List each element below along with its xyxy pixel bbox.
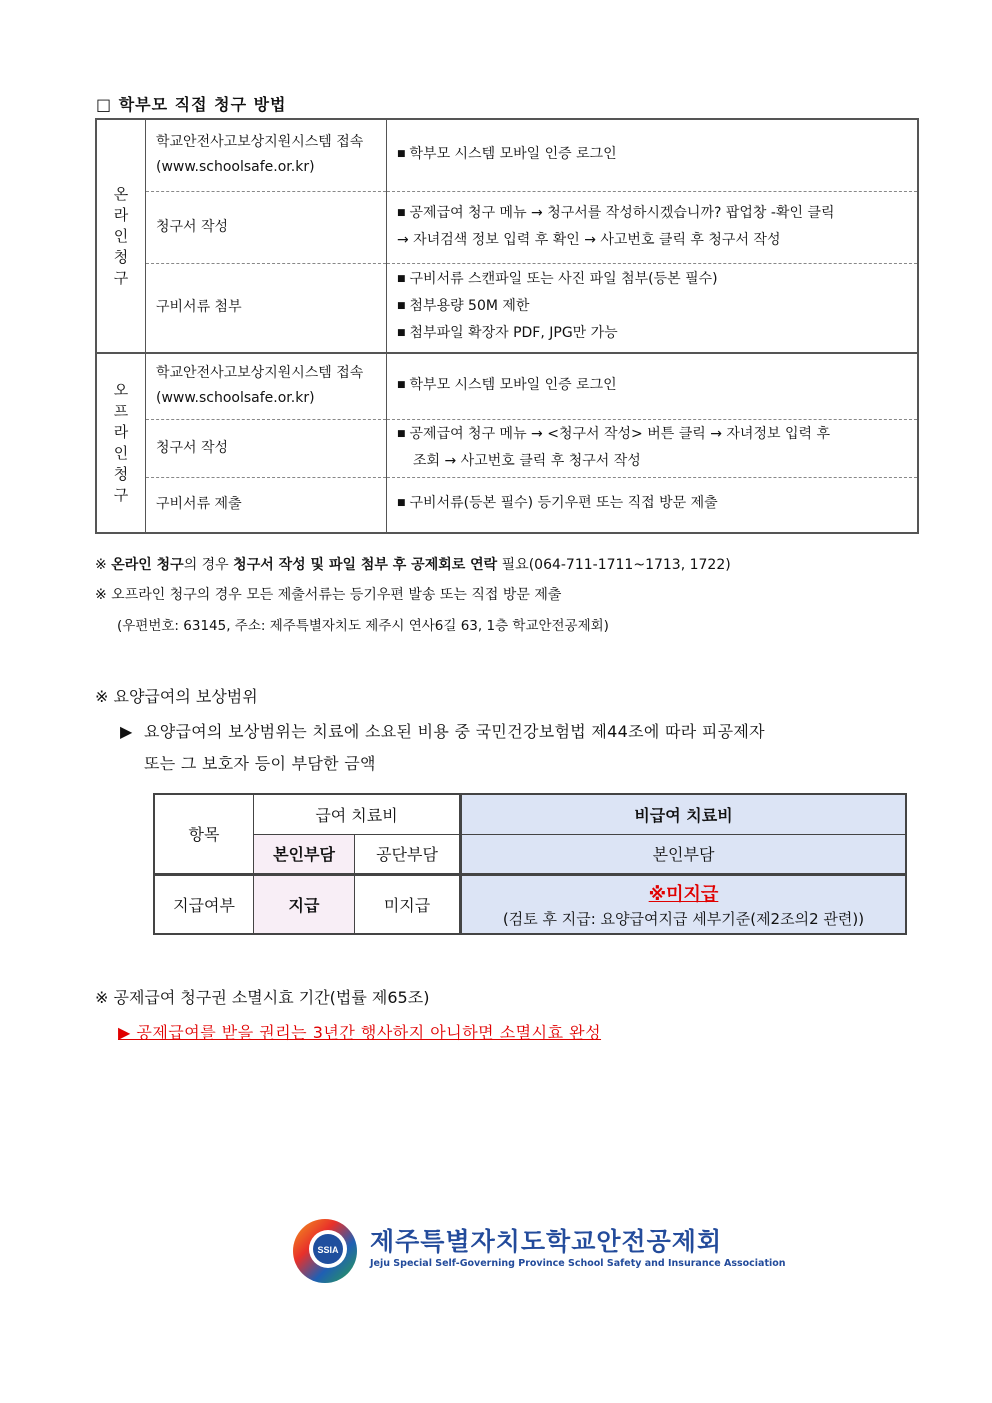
online-group-label: 온 라 인 청 구 bbox=[96, 119, 146, 353]
uncovered-status: ※미지급 bbox=[648, 883, 719, 905]
offline-group-label: 오 프 라 인 청 구 bbox=[96, 353, 146, 533]
uncovered-header: 비급여 치료비 bbox=[461, 794, 907, 834]
uncovered-self-header: 본인부담 bbox=[461, 834, 907, 874]
online-item-write: 청구서 작성 bbox=[146, 191, 387, 263]
section-title-direct-claim: □ 학부모 직접 청구 방법 bbox=[96, 95, 287, 114]
association-logo bbox=[290, 1216, 786, 1288]
online-item-access: 학교안전사고보상지원시스템 접속 (www.schoolsafe.or.kr) bbox=[146, 119, 387, 191]
online-desc-write: ■ 공제급여 청구 메뉴 → 청구서를 작성하시겠습니까? 팝업창 -확인 클릭 → 자녀검색 정보 입력 후 확인 → 사고번호 클릭 후 청구서 작성 bbox=[387, 191, 919, 263]
svg-text:SSIA: SSIA bbox=[317, 1245, 339, 1255]
association-name-ko: 제주특별자치도학교안전공제회 bbox=[370, 1227, 723, 1256]
table-row bbox=[96, 419, 918, 477]
online-desc-attach: ■ 구비서류 스캔파일 또는 사진 파일 첨부(등본 필수) ■ 첨부용량 50M 제한 ■ 첨부파일 확장자 PDF, JPG만 가능 bbox=[387, 263, 919, 353]
table-row bbox=[154, 874, 906, 934]
table-row bbox=[96, 119, 918, 191]
care-benefit-table bbox=[153, 793, 907, 935]
online-item-attach: 구비서류 첨부 bbox=[146, 263, 387, 353]
ssia-emblem-icon bbox=[290, 1216, 360, 1286]
table-row bbox=[154, 794, 906, 834]
prescription-statement: ▶ 공제급여를 받을 권리는 3년간 행사하지 아니하면 소멸시효 완성 bbox=[118, 1023, 602, 1042]
self-pay-header: 본인부담 bbox=[254, 834, 355, 874]
online-desc-access: ■ 학부모 시스템 모바일 인증 로그인 bbox=[387, 119, 919, 191]
uncovered-status-cell bbox=[461, 874, 907, 934]
note-offline-submit: ※ 오프라인 청구의 경우 모든 제출서류는 등기우편 발송 또는 직접 방문 제출 bbox=[95, 587, 562, 603]
covered-header: 급여 치료비 bbox=[254, 794, 461, 834]
uncovered-note: (검토 후 지급: 요양급여지급 세부기준(제2조의2 관련)) bbox=[502, 909, 865, 928]
claim-method-table bbox=[95, 118, 919, 534]
offline-item-write: 청구서 작성 bbox=[146, 419, 387, 477]
item-header: 항목 bbox=[154, 794, 254, 874]
triangle-bullet-icon: ▶ bbox=[120, 722, 133, 741]
offline-item-submit: 구비서류 제출 bbox=[146, 477, 387, 533]
section-title-care-benefit: ※ 요양급여의 보상범위 bbox=[95, 687, 258, 706]
offline-desc-access: ■ 학부모 시스템 모바일 인증 로그인 bbox=[387, 353, 919, 419]
association-name-en: Jeju Special Self-Governing Province School Safety and Insurance Association bbox=[370, 1258, 786, 1269]
public-pay-header: 공단부담 bbox=[355, 834, 461, 874]
table-row bbox=[154, 834, 906, 874]
payment-row-label: 지급여부 bbox=[154, 874, 254, 934]
section-title-prescription: ※ 공제급여 청구권 소멸시효 기간(법률 제65조) bbox=[95, 988, 430, 1007]
offline-item-access: 학교안전사고보상지원시스템 접속 (www.schoolsafe.or.kr) bbox=[146, 353, 387, 419]
note-address: (우편번호: 63145, 주소: 제주특별자치도 제주시 연사6길 63, 1층 학교안전공제회) bbox=[117, 618, 609, 634]
offline-desc-write: ■ 공제급여 청구 메뉴 → <청구서 작성> 버튼 클릭 → 자녀정보 입력 후 조회 → 사고번호 클릭 후 청구서 작성 bbox=[387, 419, 919, 477]
public-pay-status: 미지급 bbox=[355, 874, 461, 934]
table-row bbox=[96, 263, 918, 353]
table-row bbox=[96, 353, 918, 419]
self-pay-status: 지급 bbox=[254, 874, 355, 934]
offline-desc-submit: ■ 구비서류(등본 필수) 등기우편 또는 직접 방문 제출 bbox=[387, 477, 919, 533]
note-online-contact: ※ 온라인 청구의 경우 청구서 작성 및 파일 첨부 후 공제회로 연락 필요(064-711-1711~1713, 1722) bbox=[95, 557, 731, 573]
table-row bbox=[96, 477, 918, 533]
table-row bbox=[96, 191, 918, 263]
care-benefit-paragraph: ▶ 요양급여의 보상범위는 치료에 소요된 비용 중 국민건강보험법 제44조에 따라 피공제자 또는 그 보호자 등이 부담한 금액 bbox=[120, 716, 920, 780]
